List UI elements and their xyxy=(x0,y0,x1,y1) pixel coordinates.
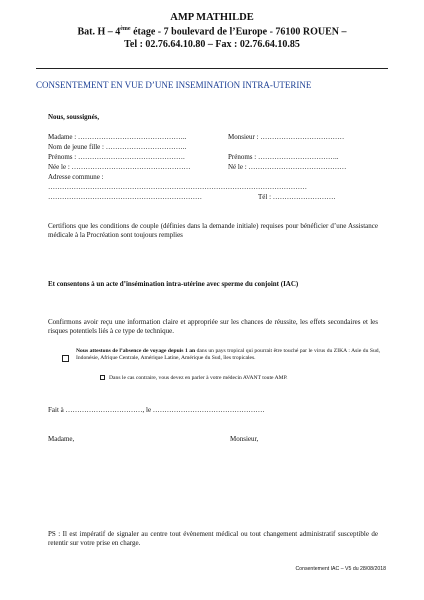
document-title: CONSENTEMENT EN VUE D’UNE INSEMINATION INTRA-UTERINE xyxy=(36,80,312,90)
zika-rest: dans un pays tropical qui pourrait être touché par le virus du ZIKA : Asie du Sud, Indonésie, Afrique Centrale, Amérique Latine, Amérique du Sud, îles tropicales. xyxy=(76,348,380,362)
field-prenoms-madame: Prénoms : ………………………………………. xyxy=(48,153,185,161)
confirm-paragraph: Confirmons avoir reçu une information claire et appropriée sur les chances de réussite, les effets secondaires et les risques potentiels liés à ce type de technique. xyxy=(48,318,378,336)
field-monsieur: Monsieur : ……………………………… xyxy=(228,133,345,141)
field-adresse-line1: ………………………………………………………………………………………………… xyxy=(48,183,307,191)
header-divider xyxy=(36,68,388,69)
field-nom-jeune-fille: Nom de jeune fille : …………………………….. xyxy=(48,143,187,151)
org-name: AMP MATHILDE xyxy=(170,12,254,23)
fait-line: Fait à ……………………………, le ………………………………………… xyxy=(48,406,265,414)
sign-madame: Madame, xyxy=(48,435,75,443)
sub-bullet-icon xyxy=(100,375,105,380)
field-adresse-line2: ………………………………………………………… xyxy=(48,193,202,201)
org-phones: Tel : 02.76.64.10.80 – Fax : 02.76.64.10.85 xyxy=(124,39,300,50)
intro-text: Nous, soussignés, xyxy=(48,113,100,121)
field-adresse: Adresse commune : xyxy=(48,173,104,181)
org-address xyxy=(0,26,424,37)
certify-paragraph: Certifions que les conditions de couple (définies dans la demande initiale) requises pour bénéficier d’une Assistance médicale à la Procréation sont toujours remplies xyxy=(48,222,378,240)
field-nee-le: Née le : …………………………………………… xyxy=(48,163,191,171)
address-prefix: Bat. H – 4 xyxy=(77,26,121,38)
zika-sub-item xyxy=(100,375,287,381)
footer-version: Consentement IAC – V5 du 28/08/2018 xyxy=(295,566,386,572)
address-suffix: étage - 7 boulevard de l’Europe - 76100 ROUEN – xyxy=(130,26,347,38)
checkbox-icon[interactable] xyxy=(62,349,69,356)
zika-attestation xyxy=(76,348,380,362)
sign-monsieur: Monsieur, xyxy=(230,435,259,443)
field-madame: Madame : ……………………………………….. xyxy=(48,133,187,141)
address-sup: ème xyxy=(120,26,131,32)
ps-paragraph: PS : Il est impératif de signaler au centre tout évènement médical ou tout changement administratif susceptible de retentir sur votre prise en charge. xyxy=(48,530,378,548)
consent-paragraph: Et consentons à un acte d’insémination intra-utérine avec sperme du conjoint (IAC) xyxy=(48,280,299,288)
field-ne-le: Né le : …………………………………… xyxy=(228,163,347,171)
field-tel: Tél : ……………………… xyxy=(258,193,336,201)
zika-sub-text: Dans le cas contraire, vous devez en parler à votre médecin AVANT toute AMP. xyxy=(109,375,288,381)
field-prenoms-monsieur: Prénoms : …………………………….. xyxy=(228,153,339,161)
zika-bold: Nous attestons de l’absence de voyage depuis 1 an xyxy=(76,348,196,354)
